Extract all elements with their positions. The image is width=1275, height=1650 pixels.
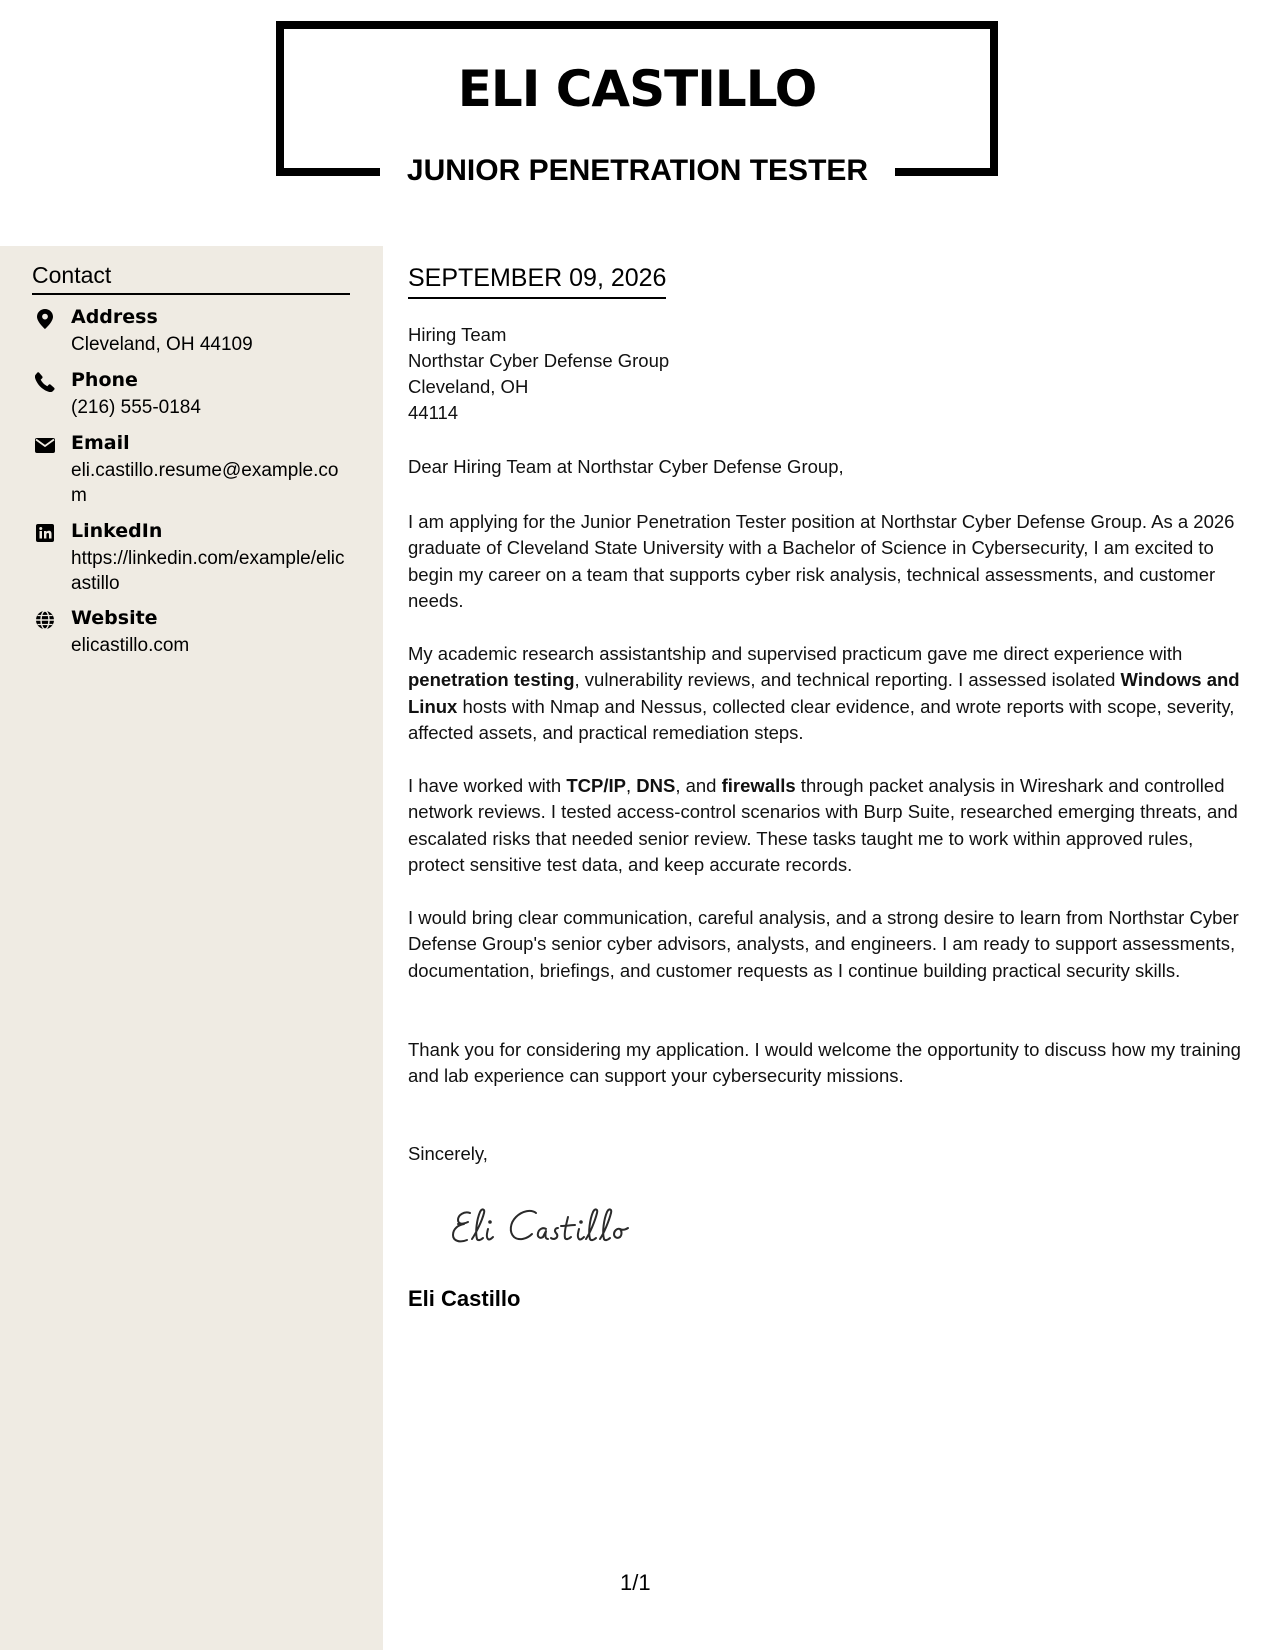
paragraph-1: I am applying for the Junior Penetration Tester position at Northstar Cyber Defense Group. As a 2026 graduate of Cleveland State University with a Bachelor of Science in Cybersecurity, I am excited to begin my career on a team that supports cyber risk analysis, technical assessments, and customer needs. (408, 511, 1235, 612)
paragraph-3 (408, 773, 1250, 879)
contact-value: Cleveland, OH 44109 (71, 334, 253, 355)
applicant-name: ELI CASTILLO (457, 60, 817, 118)
bold-run: DNS (636, 775, 676, 796)
envelope-icon (32, 434, 58, 456)
contact-heading: Contact (32, 262, 350, 295)
bold-run: penetration testing (408, 669, 575, 691)
paragraph-4: I would bring clear communication, careful analysis, and a strong desire to learn from Northstar Cyber Defense Group's senior cyber advisors, analysts, and engineers. I am ready to support assessments, documentation, briefings, and customer requests as I continue building practical security skills. (408, 907, 1239, 981)
contact-label: Address (71, 306, 158, 328)
text-run: My academic research assistantship and supervised practicum gave me direct experience with (408, 643, 1183, 664)
contact-label: Website (71, 607, 158, 629)
signature-image (448, 1197, 678, 1257)
bold-run: Windows and Linux (408, 669, 1240, 717)
contact-value: eli.castillo.resume@example.com (71, 460, 339, 506)
contact-value: (216) 555-0184 (71, 397, 201, 418)
text-run: , (625, 775, 637, 796)
recipient-block (408, 322, 1250, 426)
letter-date: SEPTEMBER 09, 2026 (408, 264, 666, 299)
globe-icon (32, 609, 58, 631)
contact-label: LinkedIn (71, 520, 163, 542)
signer-name: Eli Castillo (408, 1286, 521, 1311)
recipient-line: Cleveland, OH (408, 376, 529, 397)
header-frame-bottom-right (895, 168, 998, 176)
paragraph-5: Thank you for considering my application. I would welcome the opportunity to discuss how my training and lab experience can support your cybersecurity missions. (408, 1039, 1241, 1087)
header-frame-bottom-left (276, 168, 380, 176)
contact-label: Email (71, 432, 130, 454)
map-pin-icon (32, 308, 58, 330)
page-number: 1/1 (620, 1570, 651, 1595)
salutation: Dear Hiring Team at Northstar Cyber Defense Group, (408, 456, 844, 477)
paragraph-2 (408, 641, 1250, 747)
bold-run: TCP/IP (566, 775, 626, 796)
linkedin-icon (32, 522, 58, 544)
text-run: through packet analysis in Wireshark and controlled network reviews. I tested access-control scenarios with Burp Suite, researched emerging threats, and escalated risks that needed senior review. These tasks taught me to work within approved rules, protect sensitive test data, and keep accurate records. (408, 775, 1238, 876)
recipient-line: 44114 (408, 402, 459, 423)
contact-value: https://linkedin.com/example/elicastillo (71, 548, 345, 594)
recipient-line: Northstar Cyber Defense Group (408, 350, 670, 371)
text-run: I have worked with (408, 775, 567, 796)
phone-icon (32, 371, 58, 393)
closing: Sincerely, (408, 1143, 488, 1164)
text-run: , and (675, 775, 722, 796)
text-run: , vulnerability reviews, and technical reporting. I assessed isolated (574, 669, 1121, 691)
job-title: JUNIOR PENETRATION TESTER (406, 154, 869, 187)
text-run: hosts with Nmap and Nessus, collected clear evidence, and wrote reports with scope, severity, affected assets, and practical remediation steps. (408, 695, 1235, 744)
contact-sidebar (0, 246, 383, 1650)
bold-run: firewalls (721, 775, 796, 796)
contact-label: Phone (71, 369, 138, 391)
recipient-line: Hiring Team (408, 324, 507, 345)
contact-value: elicastillo.com (71, 635, 190, 656)
